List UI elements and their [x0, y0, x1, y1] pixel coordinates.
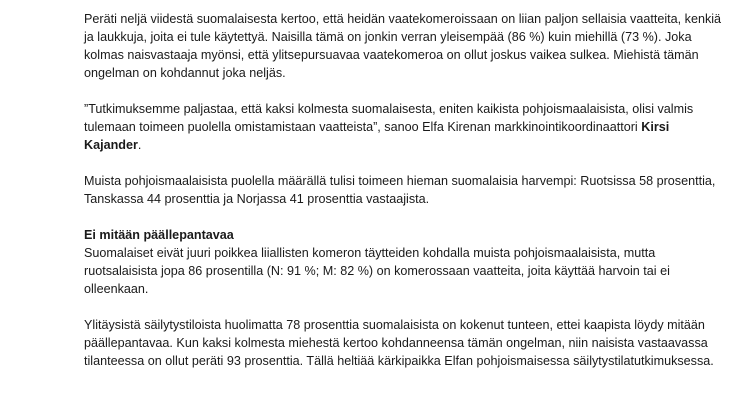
paragraph-nothing-to-wear: Ylitäysistä säilytystiloista huolimatta 78 prosenttia suomalaisista on kokenut tunteen, ettei kaapista löydy mitään päällepantavaa. Kun kaksi kolmesta miehestä kertoo kohdanneensa tämän ongelman, niin naisista vastaavassa tilanteessa on ollut peräti 93 prosenttia. Tällä heltiää kärkipaikka Elfan pohjoismaisessa säilytystilatutkimuksessa.: [84, 318, 714, 368]
quote-end: .: [137, 138, 142, 152]
paragraph-quote: [84, 100, 724, 154]
section-heading: Ei mitään päällepantavaa: [84, 228, 234, 242]
quote-text: ”Tutkimuksemme paljastaa, että kaksi kolmesta suomalaisesta, eniten kaikista pohjoismaalaisista, olisi valmis tulemaan toimeen puolella omistamistaan vaatteista”, sanoo Elfa Kirenan markkinointikoordinaattori: [84, 102, 694, 134]
person-name: Kirsi Kajander: [84, 120, 670, 152]
document-page: [84, 10, 724, 370]
paragraph-nordic-comparison: Muista pohjoismaalaisista puolella määrällä tulisi toimeen hieman suomalaisia harvempi: Ruotsissa 58 prosenttia, Tanskassa 44 prosenttia ja Norjassa 41 prosenttia vastaajista.: [84, 174, 716, 206]
paragraph-intro: Peräti neljä viidestä suomalaisesta kertoo, että heidän vaatekomeroissaan on liian paljon sellaisia vaatteita, kenkiä ja laukkuja, joita ei tule käytettyä. Naisilla tämä on jonkin verran yleisempää (86 %) kuin miehillä (73 %). Joka kolmas naisvastaaja myönsi, että ylitsepursuavaa vaatekomeroa on ollut joskus vaikea sulkea. Miehistä tämän ongelman on kohdannut joka neljäs.: [84, 12, 722, 80]
paragraph-swedish-comparison: Suomalaiset eivät juuri poikkea liiallisten komeron täytteiden kohdalla muista pohjoismaalaisista, mutta ruotsalaisista jopa 86 prosentilla (N: 91 %; M: 82 %) on komerossaan vaatteita, joita käyttää harvoin tai ei olleenkaan.: [84, 246, 670, 296]
